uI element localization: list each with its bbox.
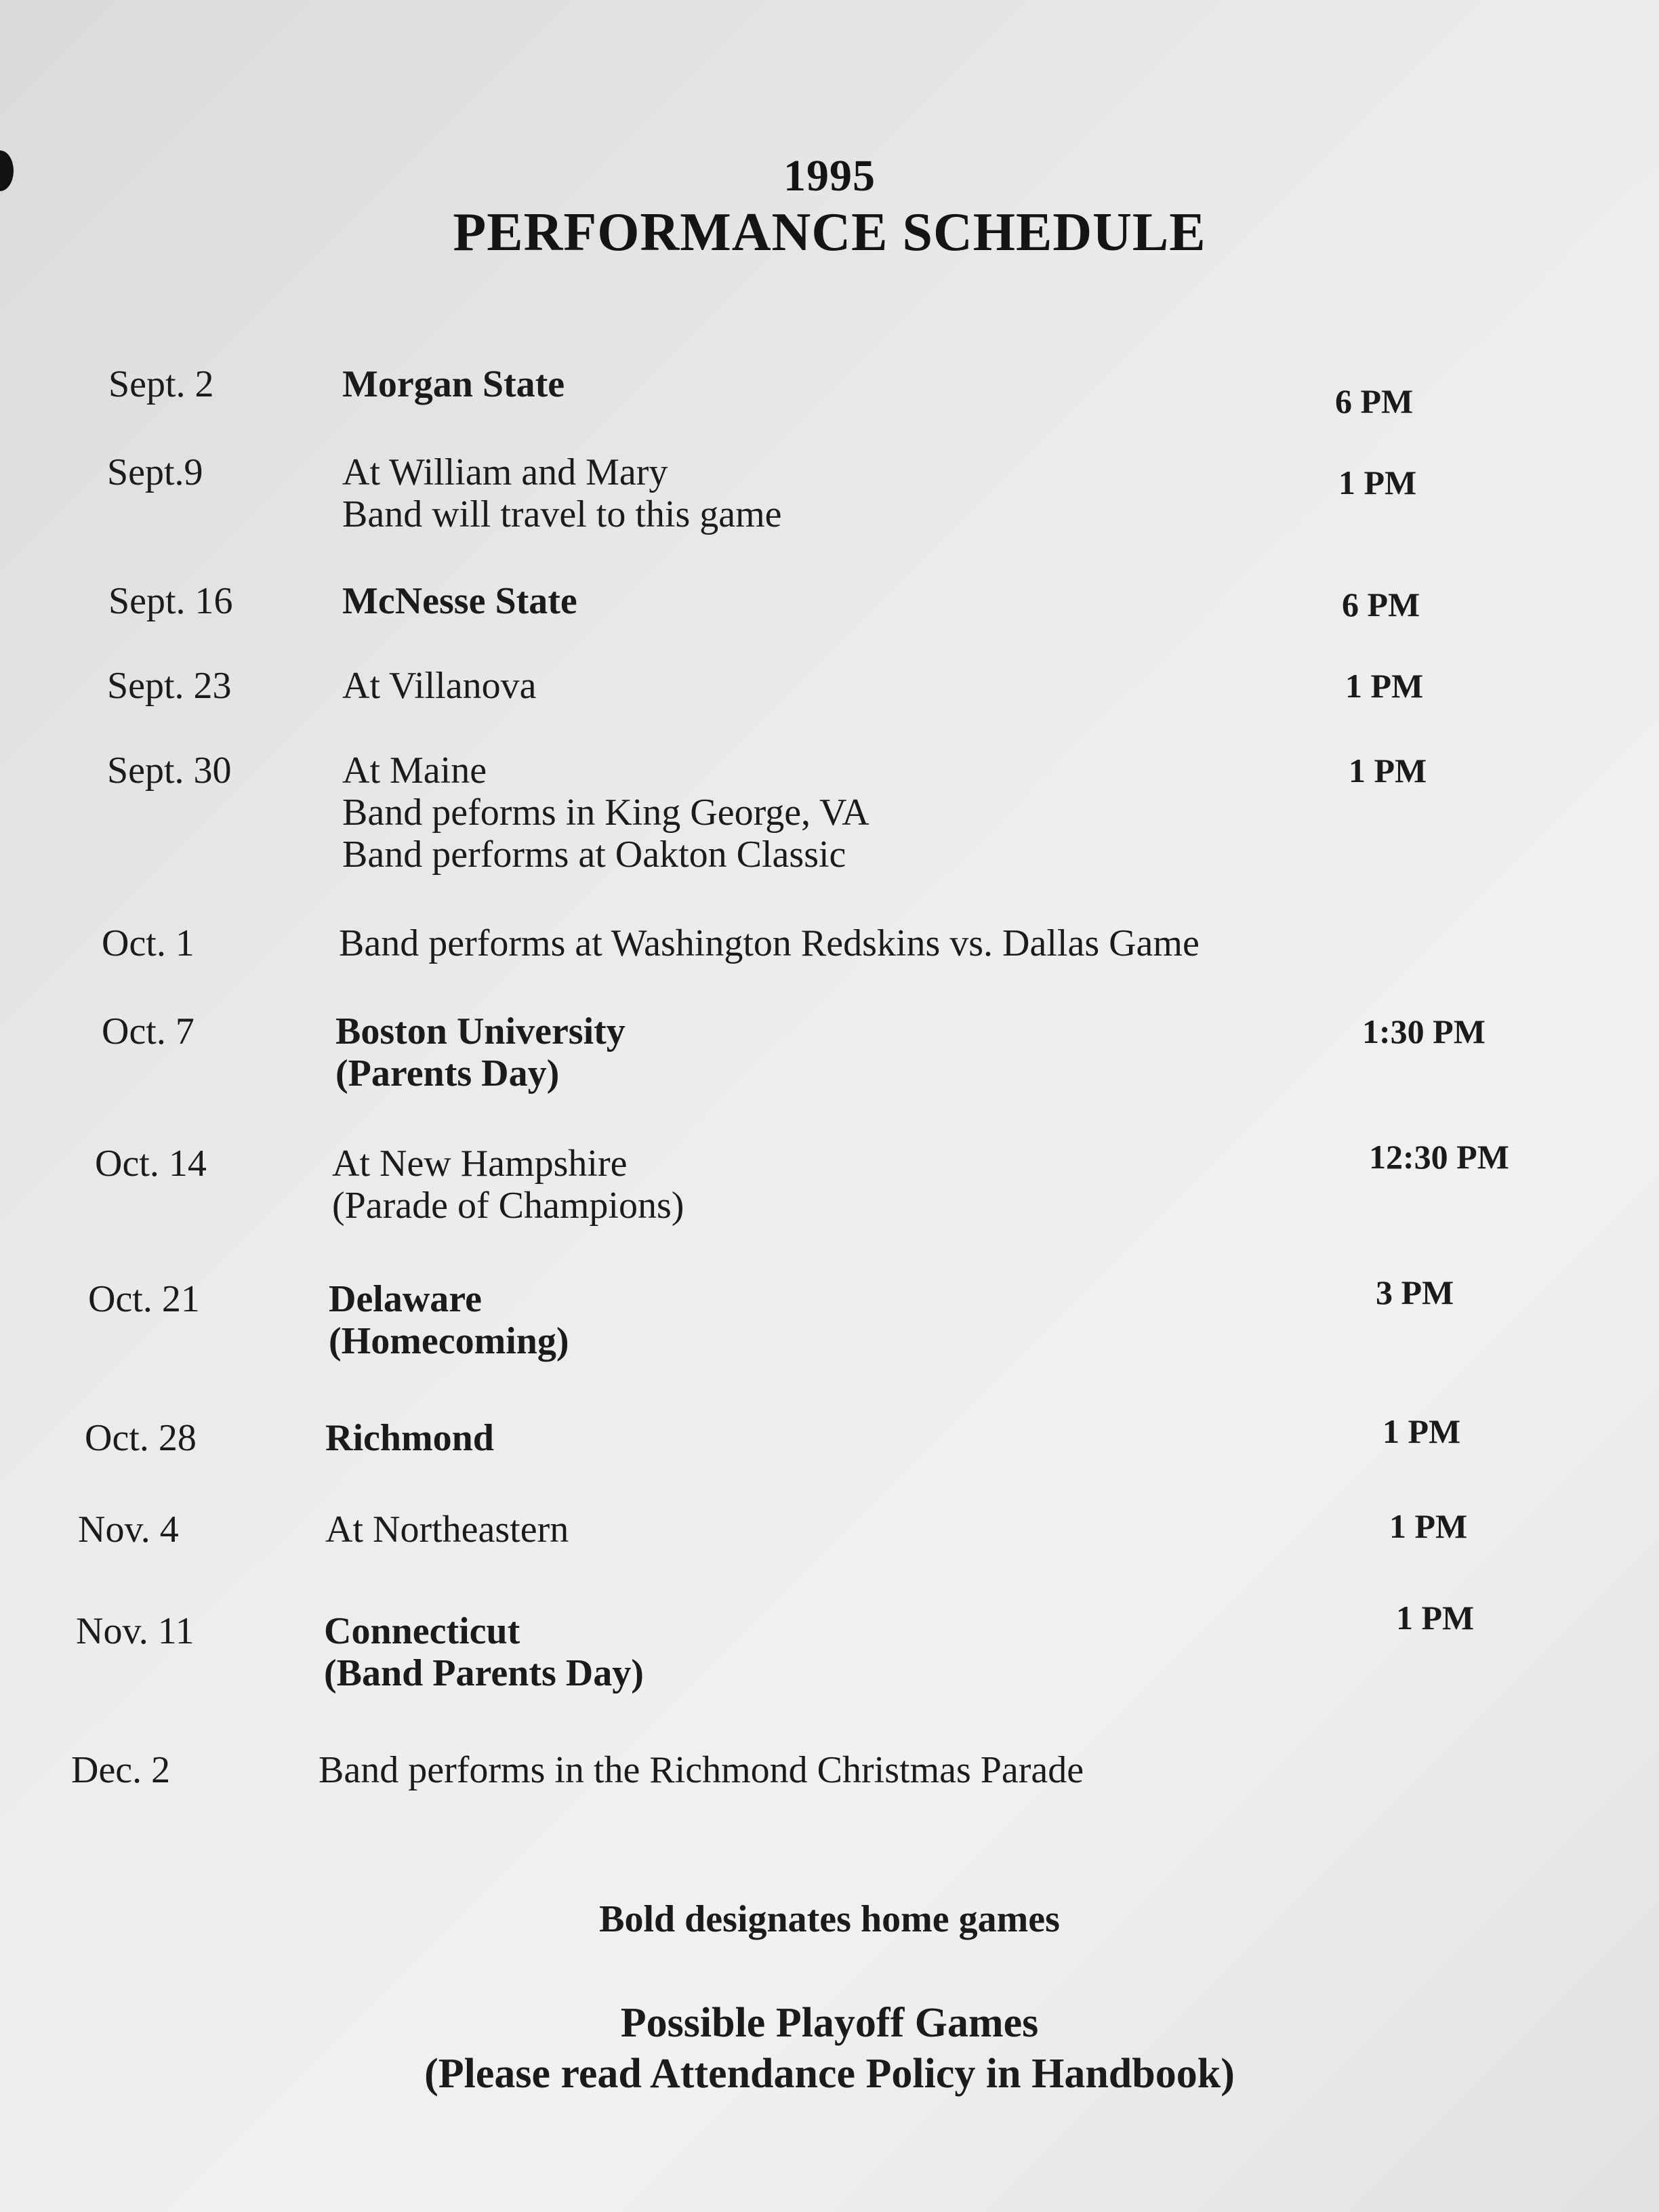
event-date: Nov. 4 <box>78 1509 179 1551</box>
event-date: Sept.9 <box>107 451 203 493</box>
event-note: Band will travel to this game <box>342 493 782 535</box>
schedule-year: 1995 <box>783 151 876 201</box>
event-note: (Parade of Champions) <box>332 1185 684 1227</box>
event-name: McNesse State <box>342 580 577 622</box>
event-date: Oct. 14 <box>95 1143 207 1185</box>
event-note: Band peforms in King George, VA <box>342 792 869 834</box>
event-note: (Band Parents Day) <box>324 1652 644 1694</box>
event-name: Richmond <box>325 1417 494 1459</box>
event-name: At New Hampshire <box>332 1143 628 1185</box>
event-name: Delaware <box>329 1278 482 1320</box>
event-date: Oct. 1 <box>102 922 194 964</box>
event-date: Sept. 16 <box>108 580 233 622</box>
event-name: Band performs in the Richmond Christmas Parade <box>319 1749 1084 1791</box>
home-games-note: Bold designates home games <box>599 1898 1060 1940</box>
playoff-games-heading: Possible Playoff Games <box>620 2000 1039 2046</box>
event-name: At Northeastern <box>325 1509 569 1551</box>
event-date: Nov. 11 <box>76 1610 194 1652</box>
attendance-policy-note: (Please read Attendance Policy in Handbook) <box>424 2051 1235 2097</box>
event-time: 1 PM <box>1338 464 1417 501</box>
event-date: Oct. 7 <box>102 1010 194 1052</box>
event-time: 1 PM <box>1382 1412 1461 1450</box>
event-time: 6 PM <box>1335 382 1414 420</box>
event-time: 1 PM <box>1349 752 1427 790</box>
event-name: Boston University <box>335 1010 626 1052</box>
event-name: At Maine <box>342 750 487 792</box>
event-name: At Villanova <box>342 665 537 707</box>
event-time: 6 PM <box>1342 586 1420 623</box>
event-date: Sept. 23 <box>107 665 232 707</box>
event-date: Sept. 30 <box>107 750 232 792</box>
event-name: Morgan State <box>342 363 565 405</box>
event-time: 3 PM <box>1376 1273 1454 1311</box>
event-date: Oct. 21 <box>88 1278 200 1320</box>
event-time: 1 PM <box>1396 1599 1475 1637</box>
event-time: 1 PM <box>1345 667 1424 705</box>
event-note: (Homecoming) <box>329 1320 569 1362</box>
event-name: Band performs at Washington Redskins vs. Dallas Game <box>339 922 1200 964</box>
event-date: Oct. 28 <box>85 1417 197 1459</box>
event-name: Connecticut <box>324 1610 520 1652</box>
event-date: Dec. 2 <box>71 1749 171 1791</box>
event-date: Sept. 2 <box>108 363 214 405</box>
event-time: 12:30 PM <box>1369 1138 1509 1176</box>
event-time: 1:30 PM <box>1362 1012 1486 1050</box>
event-name: At William and Mary <box>342 451 668 493</box>
event-note: Band performs at Oakton Classic <box>342 834 846 876</box>
event-time: 1 PM <box>1389 1507 1468 1545</box>
event-note: (Parents Day) <box>335 1052 560 1094</box>
schedule-heading: PERFORMANCE SCHEDULE <box>453 203 1206 262</box>
